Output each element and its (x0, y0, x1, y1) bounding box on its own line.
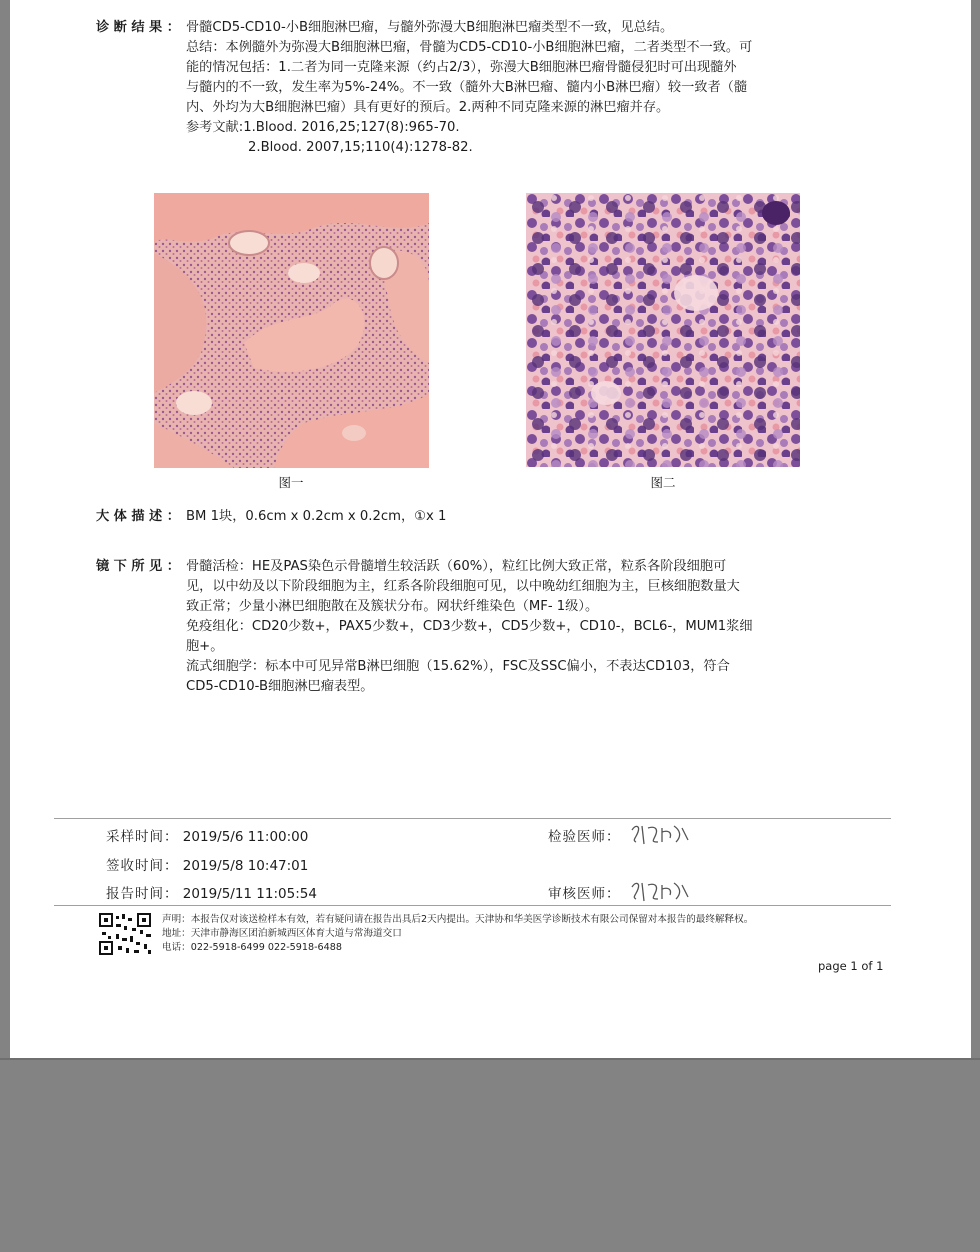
reference-2: 2.Blood. 2007,15;110(4):1278-82. (248, 140, 473, 155)
gross-section (96, 507, 856, 527)
sample-time-label: 采样时间： (106, 829, 179, 845)
figure-1-caption: 图一 (278, 475, 304, 490)
reference-1: 参考文献:1.Blood. 2016,25;127(8):965-70. (186, 120, 460, 135)
footer-address: 地址：天津市静海区团泊新城西区体育大道与常海道交口 (162, 928, 402, 939)
micro-section (96, 557, 856, 697)
micro-line: CD5-CD10-B细胞淋巴瘤表型。 (186, 679, 374, 694)
examiner-signature-image (628, 820, 692, 852)
micro-line: 骨髓活检：HE及PAS染色示骨髓增生较活跃（60%），粒红比例大致正常，粒系各阶段细胞可 (186, 559, 727, 574)
micro-line: 胞+。 (186, 639, 224, 654)
meta-top-divider (54, 818, 891, 819)
receive-time-label: 签收时间： (106, 858, 179, 874)
receive-time-value: 2019/5/8 10:47:01 (182, 858, 309, 874)
report-time-row (106, 882, 317, 902)
examiner-label: 检验医师： (548, 829, 621, 845)
reviewer-label: 审核医师： (548, 886, 621, 902)
gross-text: BM 1块，0.6cm x 0.2cm x 0.2cm，①x 1 (186, 509, 447, 524)
page-edge (0, 1058, 980, 1060)
figure-1-image (154, 193, 429, 468)
examiner-row (548, 825, 621, 845)
diagnosis-line: 总结：本例髓外为弥漫大B细胞淋巴瘤，骨髓为CD5-CD10-小B细胞淋巴瘤，二者类型不一致。可 (186, 40, 753, 55)
gross-label: 大体描述： (96, 509, 185, 524)
diagnosis-line: 内、外均为大B细胞淋巴瘤）具有更好的预后。2.两种不同克隆来源的淋巴瘤并存。 (186, 100, 670, 115)
sample-time-row (106, 825, 308, 845)
reviewer-row (548, 882, 621, 902)
micro-label: 镜下所见： (96, 559, 185, 574)
micro-line: 流式细胞学：标本中可见异常B淋巴细胞（15.62%），FSC及SSC偏小，不表达CD103，符合 (186, 659, 730, 674)
page-number: page 1 of 1 (818, 959, 884, 973)
figure-2-image (526, 193, 800, 467)
footer-declaration: 声明：本报告仅对该送检样本有效，若有疑问请在报告出具后2天内提出。天津协和华美医学诊断技术有限公司保留对本报告的最终解释权。 (162, 914, 754, 925)
footer-phone: 电话：022-5918-6499 022-5918-6488 (162, 942, 342, 953)
diagnosis-line: 骨髓CD5-CD10-小B细胞淋巴瘤，与髓外弥漫大B细胞淋巴瘤类型不一致，见总结。 (186, 20, 674, 35)
diagnosis-line: 与髓内的不一致，发生率为5%-24%。不一致（髓外大B淋巴瘤、髓内小B淋巴瘤）较一致者（髓 (186, 80, 748, 95)
figure-2-caption: 图二 (650, 475, 676, 490)
qr-code-icon (98, 912, 154, 960)
receive-time-row (106, 854, 308, 874)
diagnosis-label: 诊断结果： (96, 20, 185, 35)
diagnosis-section (96, 18, 856, 158)
meta-bottom-divider (54, 905, 891, 906)
report-time-value: 2019/5/11 11:05:54 (182, 886, 317, 902)
report-time-label: 报告时间： (106, 886, 179, 902)
micro-line: 免疫组化：CD20少数+，PAX5少数+，CD3少数+，CD5少数+，CD10-，BCL6-，MUM1浆细 (186, 619, 753, 634)
sample-time-value: 2019/5/6 11:00:00 (182, 829, 309, 845)
diagnosis-line: 能的情况包括：1.二者为同一克隆来源（约占2/3），弥漫大B细胞淋巴瘤骨髓侵犯时可出现髓外 (186, 60, 737, 75)
micro-line: 致正常；少量小淋巴细胞散在及簇状分布。网状纤维染色（MF- 1级）。 (186, 599, 599, 614)
micro-line: 见，以中幼及以下阶段细胞为主，红系各阶段细胞可见，以中晚幼红细胞为主，巨核细胞数量大 (186, 579, 740, 594)
